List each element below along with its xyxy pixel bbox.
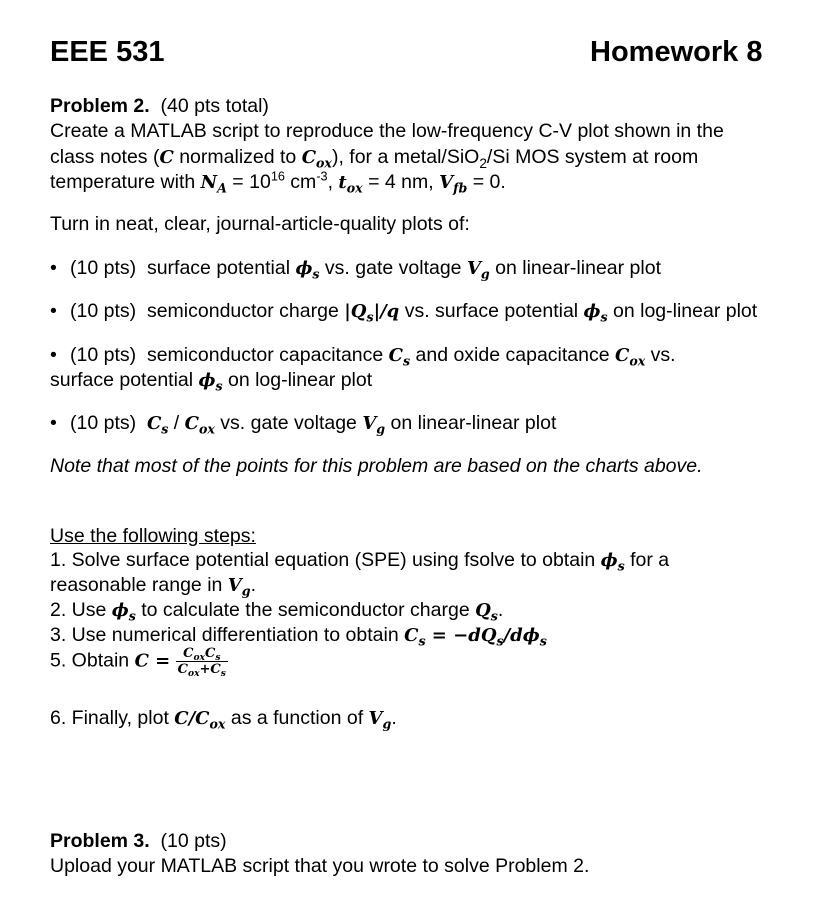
item-points: (10 pts)	[70, 344, 137, 366]
symbol-base: C	[184, 413, 199, 434]
fraction	[176, 646, 228, 680]
text-segment: .	[391, 707, 397, 729]
equation-Cs	[404, 625, 547, 649]
problem2-title: Problem 2.	[50, 95, 150, 117]
symbol-base: C	[388, 345, 403, 366]
symbol-base: C	[404, 625, 419, 646]
symbol-base: Q	[475, 600, 491, 621]
symbol-base: t	[338, 172, 347, 193]
symbol-C: C	[159, 147, 174, 168]
step-1	[50, 548, 669, 573]
text-segment: surface potential	[50, 369, 199, 391]
text-segment: vs. gate voltage	[214, 412, 363, 434]
subscript: ox	[346, 180, 363, 196]
text-segment: .	[497, 599, 504, 621]
text-segment: on log-linear plot	[222, 369, 373, 391]
problem3-title: Problem 3.	[50, 830, 150, 852]
subscript: ox	[316, 155, 332, 171]
symbol-base: V	[227, 575, 242, 596]
symbol-base: ϕ	[583, 301, 601, 322]
subscript: s	[366, 309, 374, 325]
text-segment: 6. Finally, plot	[50, 707, 175, 729]
subscript: s	[403, 353, 411, 369]
symbol-Cs	[146, 413, 169, 437]
text-segment: for a	[624, 549, 670, 571]
symbol-phi-s	[600, 550, 625, 574]
subscript: ox	[629, 353, 646, 369]
symbol-base: C	[615, 345, 630, 366]
symbol-Vfb	[439, 172, 468, 196]
symbol-base: |/q	[373, 301, 400, 322]
text-segment: .	[250, 574, 256, 596]
steps-heading: Use the following steps:	[50, 525, 256, 547]
subscript: s	[418, 633, 426, 649]
text-segment: 5. Obtain	[50, 649, 135, 672]
problem2-line3	[50, 170, 506, 195]
text-segment: ,	[327, 171, 339, 193]
problem2-line2	[50, 145, 698, 170]
symbol-base: C	[301, 147, 317, 168]
text-segment: = 4 nm,	[362, 171, 440, 193]
fraction-denominator	[176, 662, 228, 680]
symbol-NA	[200, 172, 227, 196]
text-segment: on log-linear plot	[607, 300, 758, 322]
symbol-Cox	[301, 147, 332, 171]
symbol-base: |Q	[344, 301, 367, 322]
bullet-icon: •	[50, 344, 57, 366]
symbol-Vg	[362, 413, 386, 437]
superscript: -3	[316, 169, 328, 184]
bullet-icon: •	[50, 257, 57, 279]
symbol-Cox	[184, 413, 215, 437]
symbol-Vg	[227, 575, 251, 599]
symbol-phi-s	[111, 600, 136, 624]
text-segment: = 10	[226, 171, 271, 193]
bullet-icon: •	[50, 300, 57, 322]
subscript: ox	[193, 652, 205, 664]
subscript: g	[241, 583, 251, 599]
subscript: s	[161, 421, 169, 437]
symbol-base: = −dQ	[425, 625, 497, 646]
problem3-text: Upload your MATLAB script that you wrote to solve Problem 2.	[50, 855, 590, 877]
text-segment: reasonable range in	[50, 574, 228, 596]
subscript: s	[496, 633, 504, 649]
text-segment: vs. surface potential	[399, 300, 584, 322]
text-segment: vs.	[645, 344, 676, 366]
fraction-numerator	[176, 646, 228, 662]
symbol-base: /dϕ	[503, 625, 540, 646]
text-segment: 1. Solve surface potential equation (SPE) using fsolve to obtain	[50, 549, 601, 571]
step-6	[50, 706, 397, 731]
subscript: A	[217, 180, 227, 196]
subscript: s	[312, 266, 320, 282]
text-segment: as a function of	[225, 707, 369, 729]
symbol-C-over-Cox	[174, 708, 226, 732]
problem3-points: (10 pts)	[160, 830, 227, 852]
subscript: s	[215, 378, 223, 394]
subscript: 2	[479, 155, 487, 171]
text-segment: vs. gate voltage	[319, 257, 467, 279]
symbol-base: V	[439, 172, 454, 193]
subscript: s	[600, 309, 608, 325]
text-segment: cm	[284, 171, 317, 193]
symbol-phi-s	[295, 258, 320, 282]
text-segment: temperature with	[50, 171, 201, 193]
list-item	[50, 256, 661, 281]
step-5	[50, 646, 228, 680]
text-segment: class notes (	[50, 146, 160, 168]
equation-C: C =	[134, 650, 171, 672]
text-segment: semiconductor capacitance	[146, 344, 389, 366]
symbol-Cs	[388, 345, 411, 369]
symbol-Cox	[615, 345, 646, 369]
list-item	[50, 343, 676, 368]
turn-in-text: Turn in neat, clear, journal-article-quality plots of:	[50, 213, 470, 235]
course-title: EEE 531	[50, 36, 165, 68]
symbol-tox	[338, 172, 363, 196]
text-segment: and oxide capacitance	[410, 344, 615, 366]
subscript: s	[215, 652, 221, 664]
symbol-base: +C	[199, 662, 221, 677]
problem3-heading	[50, 829, 227, 853]
subscript: g	[376, 421, 386, 437]
symbol-base: C	[146, 413, 162, 434]
subscript: s	[128, 608, 136, 624]
symbol-base: C	[183, 646, 194, 661]
subscript: g	[382, 716, 392, 732]
list-item	[50, 299, 757, 324]
symbol-base: ϕ	[295, 258, 313, 279]
symbol-base: ϕ	[111, 600, 129, 621]
problem2-points: (40 pts total)	[160, 95, 269, 117]
text-segment: surface potential	[146, 257, 296, 279]
subscript: fb	[453, 180, 468, 196]
subscript: ox	[188, 668, 200, 680]
text-segment: normalized to	[173, 146, 302, 168]
symbol-phi-s	[583, 301, 608, 325]
subscript: g	[480, 266, 490, 282]
symbol-base: V	[362, 413, 377, 434]
subscript: ox	[209, 716, 226, 732]
symbol-Qs	[475, 600, 498, 624]
subscript: s	[490, 608, 498, 624]
item-points: (10 pts)	[70, 412, 137, 434]
symbol-base: V	[368, 708, 383, 729]
list-item-continuation	[50, 368, 372, 393]
symbol-Vg	[368, 708, 392, 732]
step-2	[50, 598, 503, 623]
symbol-base: N	[200, 172, 218, 193]
symbol-abs-Qs-over-q	[344, 301, 400, 325]
note-text: Note that most of the points for this problem are based on the charts above.	[50, 455, 703, 477]
problem2-line1: Create a MATLAB script to reproduce the low-frequency C-V plot shown in the	[50, 120, 724, 142]
text-segment: 2. Use	[50, 599, 112, 621]
step-1-continuation	[50, 573, 256, 598]
text-segment: = 0.	[467, 171, 506, 193]
symbol-base: ϕ	[600, 550, 618, 571]
text-segment: on linear-linear plot	[385, 412, 557, 434]
symbol-base: C/C	[174, 708, 210, 729]
text-segment: /Si MOS system at room	[486, 146, 699, 168]
step-3	[50, 623, 547, 648]
symbol-base: C	[204, 646, 216, 661]
text-segment: /	[168, 412, 185, 434]
item-points: (10 pts)	[70, 257, 137, 279]
subscript: s	[220, 668, 226, 680]
text-segment: semiconductor charge	[146, 300, 345, 322]
superscript: 16	[270, 169, 285, 184]
bullet-icon: •	[50, 412, 57, 434]
symbol-Vg	[466, 258, 490, 282]
text-segment: on linear-linear plot	[489, 257, 661, 279]
symbol-phi-s	[198, 370, 223, 394]
text-segment: ), for a metal/SiO	[331, 146, 480, 168]
subscript: s	[539, 633, 547, 649]
symbol-base: V	[466, 258, 481, 279]
homework-title: Homework 8	[590, 36, 763, 68]
symbol-base: C	[177, 662, 189, 677]
subscript: ox	[198, 421, 215, 437]
text-segment: to calculate the semiconductor charge	[135, 599, 476, 621]
problem2-heading	[50, 94, 269, 118]
text-segment: 3. Use numerical differentiation to obtain	[50, 624, 405, 646]
item-points: (10 pts)	[70, 300, 137, 322]
symbol-base: ϕ	[198, 370, 216, 391]
list-item	[50, 411, 556, 436]
subscript: s	[617, 558, 625, 574]
